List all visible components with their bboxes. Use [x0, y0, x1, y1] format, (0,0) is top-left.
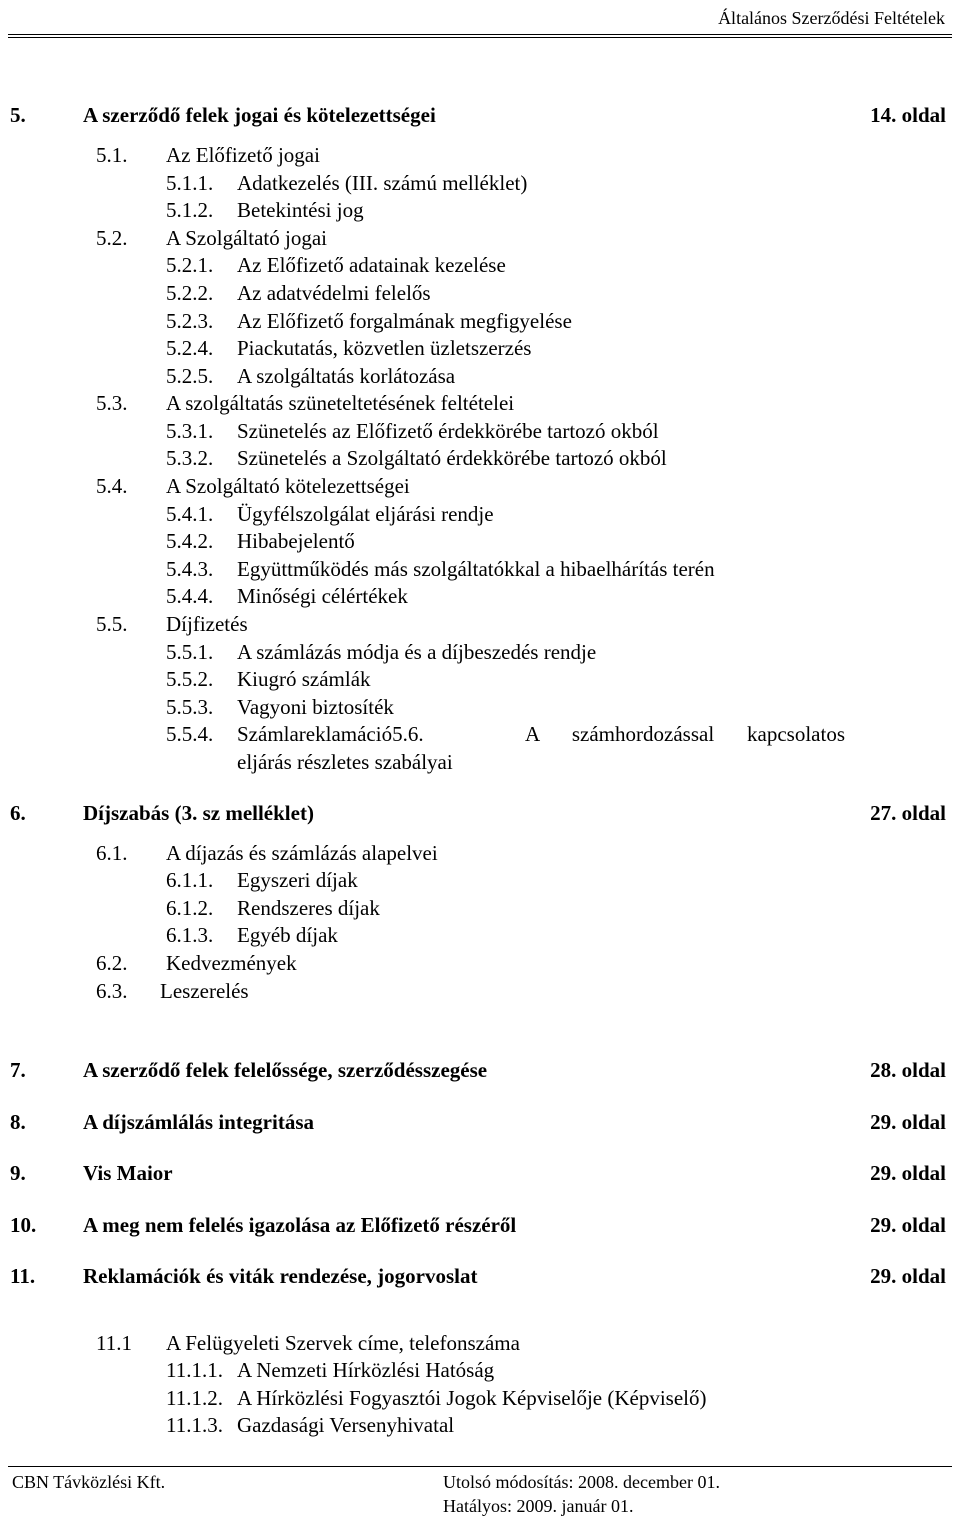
- section-6-title[interactable]: Díjszabás (3. sz melléklet): [83, 801, 314, 825]
- toc-item-5-5-3[interactable]: Vagyoni biztosíték: [237, 695, 394, 719]
- section-11-title[interactable]: Reklamációk és viták rendezése, jogorvoslat: [83, 1264, 478, 1288]
- toc-item-number: 5.5.1.: [166, 640, 214, 664]
- toc-item-number: 6.1.1.: [166, 868, 214, 892]
- section-10-title[interactable]: A meg nem felelés igazolása az Előfizető részéről: [83, 1213, 517, 1237]
- toc-item-number: 5.2.: [96, 226, 128, 250]
- section-5-page: 14. oldal: [870, 103, 946, 127]
- toc-item-5-1[interactable]: Az Előfizető jogai: [166, 143, 320, 167]
- toc-item-5-1-1[interactable]: Adatkezelés (III. számú melléklet): [237, 171, 528, 195]
- section-7-title[interactable]: A szerződő felek felelőssége, szerződésszegése: [83, 1058, 488, 1082]
- toc-item-5-6-continued[interactable]: eljárás részletes szabályai: [237, 750, 453, 774]
- toc-item-number: 5.2.4.: [166, 336, 214, 360]
- toc-item-5-1-2[interactable]: Betekintési jog: [237, 198, 364, 222]
- toc-item-5-3-2[interactable]: Szünetelés a Szolgáltató érdekkörébe tartozó okból: [237, 446, 667, 470]
- section-9-page: 29. oldal: [870, 1161, 946, 1185]
- section-6-page: 27. oldal: [870, 801, 946, 825]
- toc-item-number: 11.1.3.: [166, 1413, 223, 1437]
- section-5-title[interactable]: A szerződő felek jogai és kötelezettségei: [83, 103, 436, 127]
- toc-item-5-6[interactable]: A számhordozással kapcsolatos: [525, 722, 845, 746]
- section-11-number: 11.: [10, 1264, 36, 1288]
- toc-item-number: 5.2.3.: [166, 309, 214, 333]
- toc-item-5-4-2[interactable]: Hibabejelentő: [237, 529, 355, 553]
- toc-item-5-4-1[interactable]: Ügyfélszolgálat eljárási rendje: [237, 502, 494, 526]
- toc-item-number: 5.1.: [96, 143, 128, 167]
- toc-item-number: 6.1.3.: [166, 923, 214, 947]
- toc-item-6-1[interactable]: A díjazás és számlázás alapelvei: [166, 841, 438, 865]
- section-9-title[interactable]: Vis Maior: [83, 1161, 173, 1185]
- footer-effective: Hatályos: 2009. január 01.: [443, 1496, 634, 1516]
- toc-item-5-5-4[interactable]: Számlareklamáció5.6.: [237, 722, 424, 746]
- toc-item-5-4[interactable]: A Szolgáltató kötelezettségei: [166, 474, 410, 498]
- toc-item-11-1-2[interactable]: A Hírközlési Fogyasztói Jogok Képviselője (Képviselő): [237, 1386, 707, 1410]
- toc-item-5-5-2[interactable]: Kiugró számlák: [237, 667, 371, 691]
- toc-item-5-5[interactable]: Díjfizetés: [166, 612, 248, 636]
- toc-item-number: 11.1.2.: [166, 1386, 223, 1410]
- toc-item-number: 5.2.5.: [166, 364, 214, 388]
- toc-item-5-2-2[interactable]: Az adatvédelmi felelős: [237, 281, 431, 305]
- section-10-number: 10.: [10, 1213, 37, 1237]
- section-7-page: 28. oldal: [870, 1058, 946, 1082]
- footer-modified: Utolsó módosítás: 2008. december 01.: [443, 1472, 720, 1492]
- toc-item-6-1-1[interactable]: Egyszeri díjak: [237, 868, 358, 892]
- header-divider-2: [8, 37, 952, 38]
- toc-item-number: 11.1.1.: [166, 1358, 223, 1382]
- section-11-page: 29. oldal: [870, 1264, 946, 1288]
- toc-item-6-1-2[interactable]: Rendszeres díjak: [237, 896, 380, 920]
- toc-item-number: 5.3.1.: [166, 419, 214, 443]
- toc-item-number: 6.1.2.: [166, 896, 214, 920]
- header-divider: [8, 34, 952, 35]
- toc-item-5-4-4[interactable]: Minőségi célértékek: [237, 584, 408, 608]
- toc-item-5-2-5[interactable]: A szolgáltatás korlátozása: [237, 364, 456, 388]
- toc-item-5-4-3[interactable]: Együttműködés más szolgáltatókkal a hibaelhárítás terén: [237, 557, 715, 581]
- toc-item-number: 5.4.: [96, 474, 128, 498]
- toc-item-5-2-3[interactable]: Az Előfizető forgalmának megfigyelése: [237, 309, 572, 333]
- toc-item-number: 5.5.2.: [166, 667, 214, 691]
- section-8-number: 8.: [10, 1110, 26, 1134]
- toc-item-number: 5.2.2.: [166, 281, 214, 305]
- footer-divider: [8, 1466, 952, 1467]
- toc-item-5-2[interactable]: A Szolgáltató jogai: [166, 226, 327, 250]
- section-6-number: 6.: [10, 801, 26, 825]
- section-9-number: 9.: [10, 1161, 26, 1185]
- toc-item-number: 5.3.: [96, 391, 128, 415]
- section-10-page: 29. oldal: [870, 1213, 946, 1237]
- toc-item-6-1-3[interactable]: Egyéb díjak: [237, 923, 338, 947]
- toc-item-number: 5.4.4.: [166, 584, 214, 608]
- section-5-number: 5.: [10, 103, 26, 127]
- toc-item-number: 5.2.1.: [166, 253, 214, 277]
- toc-item-number: 5.5.: [96, 612, 128, 636]
- toc-item-6-3[interactable]: Leszerelés: [160, 979, 249, 1003]
- toc-item-5-2-1[interactable]: Az Előfizető adatainak kezelése: [237, 253, 506, 277]
- toc-item-5-3[interactable]: A szolgáltatás szüneteltetésének feltételei: [166, 391, 515, 415]
- toc-item-11-1-3[interactable]: Gazdasági Versenyhivatal: [237, 1413, 455, 1437]
- footer-company: CBN Távközlési Kft.: [12, 1472, 166, 1492]
- toc-item-6-2[interactable]: Kedvezmények: [166, 951, 297, 975]
- toc-item-11-1[interactable]: A Felügyeleti Szervek címe, telefonszáma: [166, 1331, 520, 1355]
- toc-item-5-2-4[interactable]: Piackutatás, közvetlen üzletszerzés: [237, 336, 532, 360]
- toc-item-number: 11.1: [96, 1331, 132, 1355]
- toc-item-number: 5.1.1.: [166, 171, 214, 195]
- toc-item-11-1-1[interactable]: A Nemzeti Hírközlési Hatóság: [237, 1358, 495, 1382]
- toc-item-number: 5.3.2.: [166, 446, 214, 470]
- toc-item-number: 5.5.4.: [166, 722, 214, 746]
- section-8-page: 29. oldal: [870, 1110, 946, 1134]
- header-title: Általános Szerződési Feltételek: [718, 8, 945, 28]
- toc-item-number: 6.1.: [96, 841, 128, 865]
- toc-item-5-5-1[interactable]: A számlázás módja és a díjbeszedés rendje: [237, 640, 597, 664]
- section-7-number: 7.: [10, 1058, 26, 1082]
- section-8-title[interactable]: A díjszámlálás integritása: [83, 1110, 314, 1134]
- toc-item-number: 6.3.: [96, 979, 128, 1003]
- toc-item-number: 6.2.: [96, 951, 128, 975]
- toc-item-number: 5.4.3.: [166, 557, 214, 581]
- toc-item-number: 5.4.2.: [166, 529, 214, 553]
- toc-item-5-3-1[interactable]: Szünetelés az Előfizető érdekkörébe tartozó okból: [237, 419, 659, 443]
- toc-item-number: 5.5.3.: [166, 695, 214, 719]
- toc-item-number: 5.4.1.: [166, 502, 214, 526]
- toc-item-number: 5.1.2.: [166, 198, 214, 222]
